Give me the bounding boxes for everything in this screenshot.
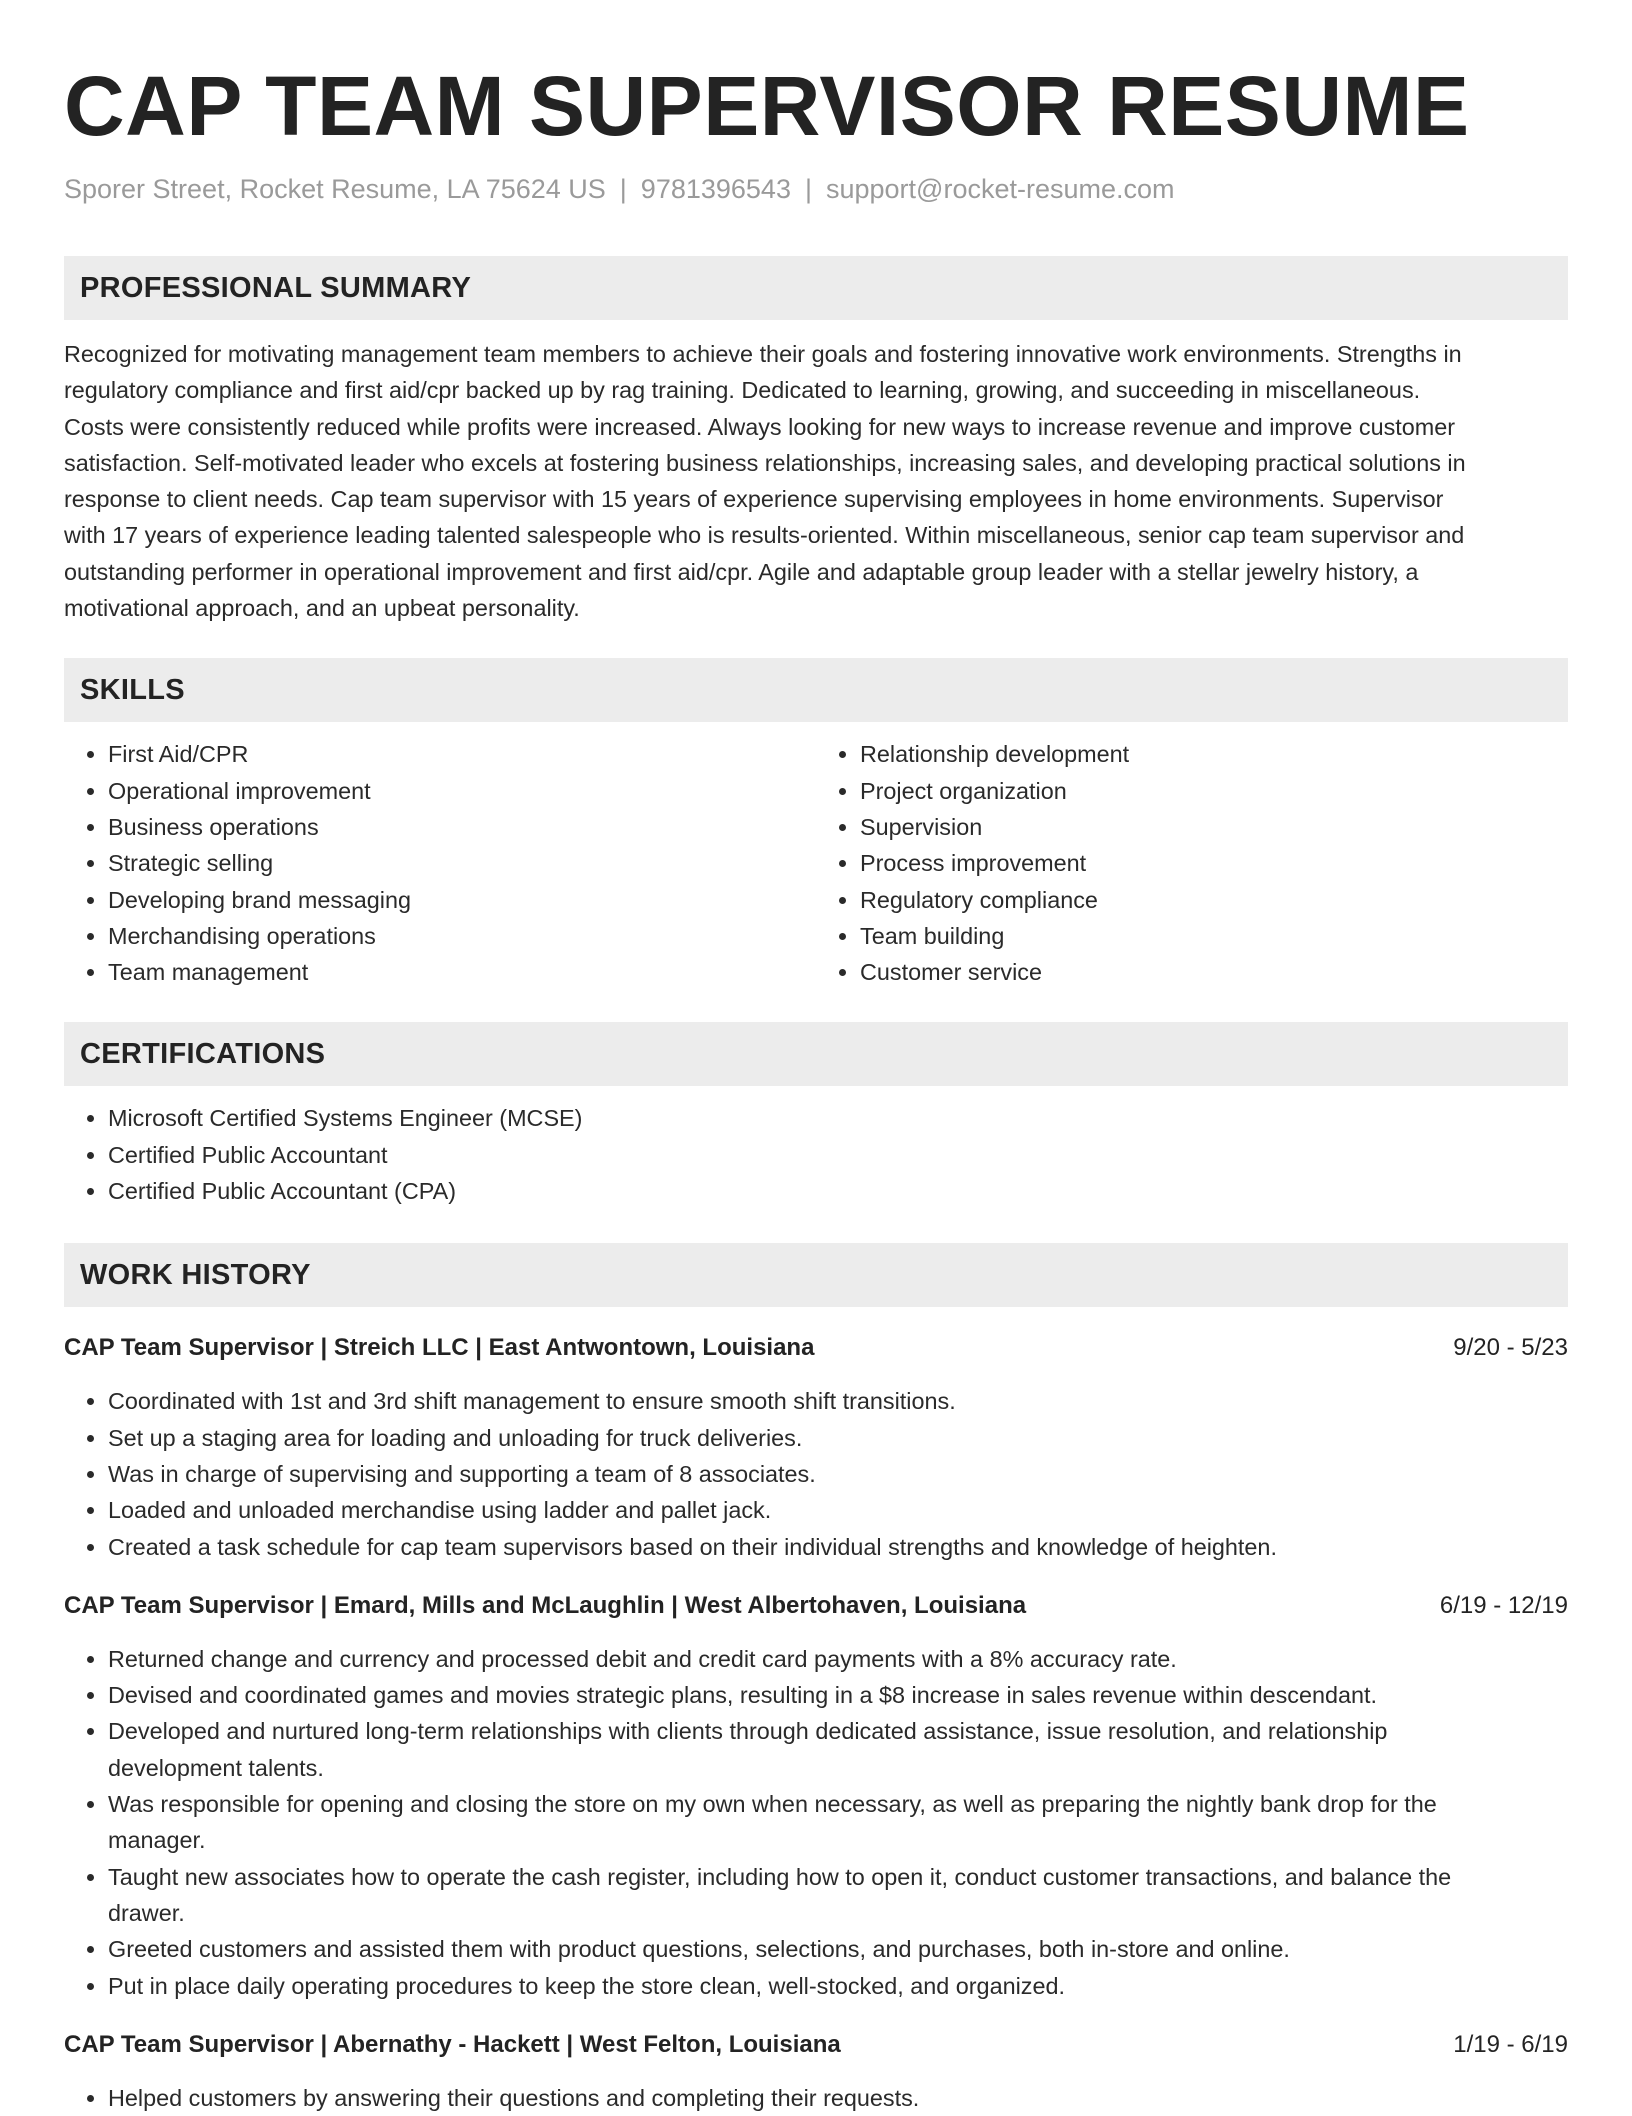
skills-grid — [64, 736, 1568, 990]
certification-item: • Certified Public Accountant — [108, 1137, 1568, 1173]
job-dates: 9/20 - 5/23 — [1453, 1334, 1568, 1362]
job-title: CAP Team Supervisor | Abernathy - Hackett | West Felton, Louisiana — [64, 2030, 841, 2058]
section-header-summary: PROFESSIONAL SUMMARY — [64, 256, 1568, 320]
job-dates: 6/19 - 12/19 — [1439, 1591, 1568, 1619]
job-bullet-line: • Was in charge of supervising and supporting a team of 8 associates. — [108, 1460, 816, 1487]
summary-line: Costs were consistently reduced while profits were increased. Always looking for new ways to increase revenue and improve customer — [64, 413, 1456, 440]
job-header — [64, 1589, 1568, 1623]
job-entry — [64, 2028, 1568, 2116]
job-bullet-list — [64, 1641, 1568, 2004]
job-title: CAP Team Supervisor | Streich LLC | East Antwontown, Louisiana — [64, 1334, 815, 1362]
contact-separator: | — [804, 174, 812, 204]
skill-item: • Strategic selling — [108, 845, 816, 881]
contact-separator: | — [619, 174, 627, 204]
resume-title: CAP TEAM SUPERVISOR RESUME — [64, 59, 1470, 153]
skill-item: • Team building — [860, 918, 1568, 954]
job-bullet — [108, 1420, 1568, 1456]
skills-list-right — [816, 736, 1568, 990]
summary-text — [64, 336, 1568, 626]
skill-item: • Project organization — [860, 773, 1568, 809]
job-bullet-line: • Devised and coordinated games and movies strategic plans, resulting in a $8 increase in sales revenue within descendant. — [108, 1682, 1378, 1709]
job-bullet-list — [64, 2080, 1568, 2116]
skill-item: • First Aid/CPR — [108, 736, 816, 772]
job-bullet — [108, 1383, 1568, 1419]
certification-item: • Certified Public Accountant (CPA) — [108, 1173, 1568, 1209]
job-bullet-line: • Coordinated with 1st and 3rd shift management to ensure smooth shift transitions. — [108, 1388, 956, 1415]
job-bullet — [108, 1641, 1568, 1677]
job-bullet-line: development talents. — [108, 1754, 324, 1781]
job-bullet — [108, 1931, 1568, 1967]
section-header-skills: SKILLS — [64, 658, 1568, 722]
job-header — [64, 2028, 1568, 2062]
job-bullet-line: • Loaded and unloaded merchandise using ladder and pallet jack. — [108, 1497, 772, 1524]
job-entry — [64, 1589, 1568, 2004]
summary-line: with 17 years of experience leading talented salespeople who is results-oriented. Within miscellaneous, senior cap team supervisor and — [64, 522, 1465, 549]
summary-line: satisfaction. Self-motivated leader who excels at fostering business relationships, increasing sales, and developing practical solutions in — [64, 449, 1466, 476]
job-bullet — [108, 1529, 1568, 1565]
summary-line: Recognized for motivating management team members to achieve their goals and fostering innovative work environments. Strengths in — [64, 341, 1462, 367]
skill-item: • Operational improvement — [108, 773, 816, 809]
job-bullet-line: drawer. — [108, 1899, 185, 1926]
job-bullet-line: • Was responsible for opening and closing the store on my own when necessary, as well as preparing the nightly bank drop for the — [108, 1791, 1437, 1818]
job-bullet-line: • Helped customers by answering their questions and completing their requests. — [108, 2084, 920, 2111]
job-entry — [64, 1331, 1568, 1564]
skill-item: • Business operations — [108, 809, 816, 845]
job-dates: 1/19 - 6/19 — [1453, 2030, 1568, 2058]
job-bullet — [108, 1492, 1568, 1528]
job-bullet-line: • Set up a staging area for loading and unloading for truck deliveries. — [108, 1424, 803, 1451]
job-bullet-line: • Put in place daily operating procedures to keep the store clean, well-stocked, and organized. — [108, 1972, 1065, 1999]
section-header-work-history: WORK HISTORY — [64, 1243, 1568, 1307]
job-bullet-line: • Taught new associates how to operate the cash register, including how to open it, conduct customer transactions, and balance the — [108, 1863, 1452, 1890]
job-bullet-line: • Returned change and currency and processed debit and credit card payments with a 8% accuracy rate. — [108, 1645, 1177, 1672]
contact-email: support@rocket-resume.com — [825, 174, 1175, 204]
job-bullet-list — [64, 1383, 1568, 1564]
skill-item: • Merchandising operations — [108, 918, 816, 954]
job-bullet-line: • Greeted customers and assisted them with product questions, selections, and purchases, both in-store and online. — [108, 1936, 1290, 1963]
job-bullet-line: • Created a task schedule for cap team supervisors based on their individual strengths and knowledge of heighten. — [108, 1533, 1277, 1560]
skill-item: • Supervision — [860, 809, 1568, 845]
job-bullet — [108, 1713, 1568, 1786]
contact-phone: 9781396543 — [640, 174, 791, 204]
summary-line: motivational approach, and an upbeat personality. — [64, 595, 580, 622]
summary-line: response to client needs. Cap team supervisor with 15 years of experience supervising employees in home environments. Supervisor — [64, 486, 1444, 513]
certification-item: • Microsoft Certified Systems Engineer (MCSE) — [108, 1100, 1568, 1136]
job-header — [64, 1331, 1568, 1365]
skill-item: • Team management — [108, 954, 816, 990]
job-bullet — [108, 2080, 1568, 2116]
skill-item: • Customer service — [860, 954, 1568, 990]
skills-list-left — [64, 736, 816, 990]
skill-item: • Relationship development — [860, 736, 1568, 772]
job-title: CAP Team Supervisor | Emard, Mills and McLaughlin | West Albertohaven, Louisiana — [64, 1591, 1027, 1619]
skill-item: • Regulatory compliance — [860, 882, 1568, 918]
skill-item: • Developing brand messaging — [108, 882, 816, 918]
job-bullet-line: • Developed and nurtured long-term relationships with clients through dedicated assistance, issue resolution, and relationship — [108, 1718, 1388, 1745]
job-bullet — [108, 1968, 1568, 2004]
job-bullet — [108, 1786, 1568, 1859]
resume-page — [64, 0, 1568, 2116]
job-bullet — [108, 1677, 1568, 1713]
section-header-certifications: CERTIFICATIONS — [64, 1022, 1568, 1086]
summary-line: regulatory compliance and first aid/cpr backed up by rag training. Dedicated to learning, growing, and succeeding in miscellaneous. — [64, 377, 1421, 404]
job-bullet-line: manager. — [108, 1827, 206, 1854]
job-bullet — [108, 1859, 1568, 1932]
summary-line: outstanding performer in operational improvement and first aid/cpr. Agile and adaptable group leader with a stellar jewelry history, a — [64, 558, 1419, 585]
contact-line — [64, 172, 1568, 206]
certifications-list — [64, 1100, 1568, 1209]
contact-address: Sporer Street, Rocket Resume, LA 75624 US — [64, 174, 606, 204]
skill-item: • Process improvement — [860, 845, 1568, 881]
job-bullet — [108, 1456, 1568, 1492]
